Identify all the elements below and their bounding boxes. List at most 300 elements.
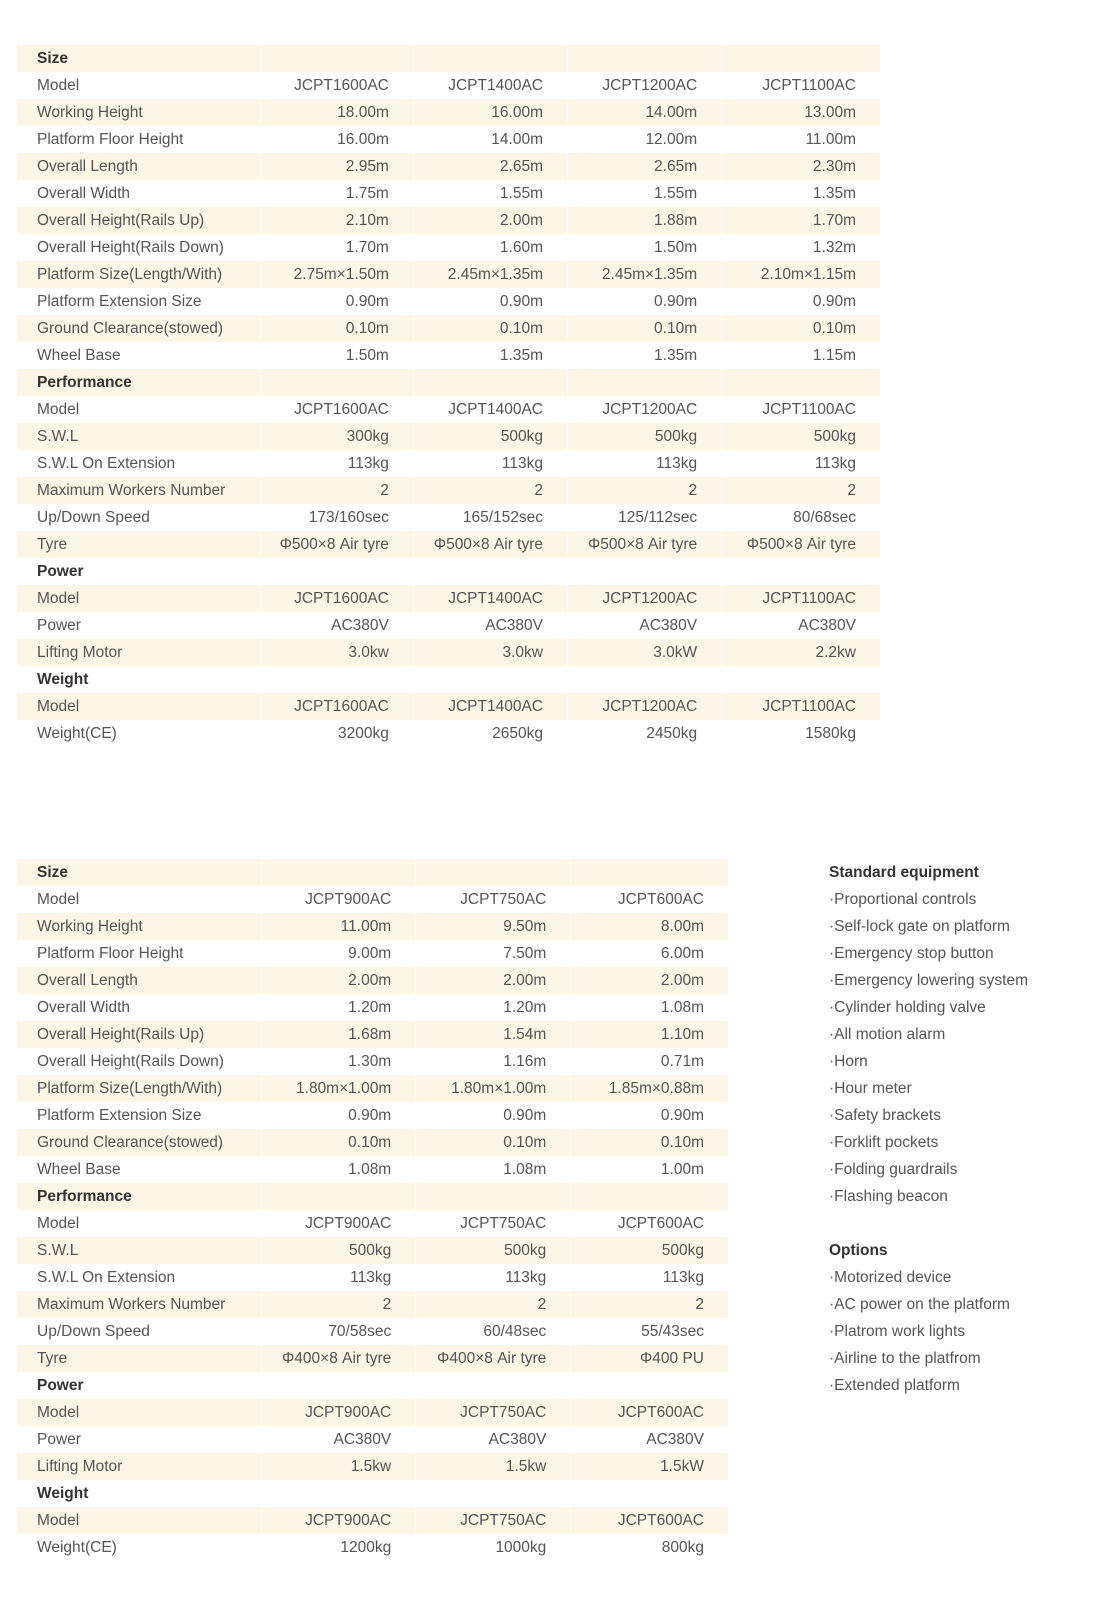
value-cell: 113kg (814, 454, 856, 472)
table-row (17, 261, 880, 288)
row-label: Platform Size(Length/With) (17, 1075, 262, 1102)
table-row (17, 342, 880, 369)
value-cell: 113kg (262, 1264, 416, 1291)
row-label: Platform Size(Length/With) (17, 261, 260, 288)
row-label: S.W.L On Extension (17, 1264, 262, 1291)
row-label: Overall Height(Rails Up) (17, 1021, 262, 1048)
row-label: Up/Down Speed (17, 504, 260, 531)
value-cell: 500kg (568, 423, 722, 450)
empty-cell (413, 558, 567, 585)
value-cell: 500kg (571, 1237, 728, 1264)
value-cell: 0.10m (571, 1129, 728, 1156)
value-cell: 113kg (413, 450, 567, 477)
row-label: Weight(CE) (17, 720, 260, 747)
section-title: Weight (17, 666, 260, 693)
empty-cell (568, 369, 722, 396)
value-cell: JCPT900AC (262, 886, 416, 913)
table-row (17, 450, 880, 477)
section-header-row (17, 1480, 728, 1507)
row-label: Working Height (17, 99, 260, 126)
value-cell: 2.65m (568, 153, 722, 180)
row-label: Power (17, 612, 260, 639)
row-label: Lifting Motor (17, 1453, 262, 1480)
table-row (17, 720, 880, 747)
value-cell: JCPT1200AC (568, 72, 722, 99)
row-label: Overall Height(Rails Up) (17, 207, 260, 234)
table-row (17, 1237, 728, 1264)
option-item: ·Platrom work lights (829, 1323, 966, 1340)
value-cell: 0.90m (262, 1102, 416, 1129)
value-cell: AC380V (413, 612, 567, 639)
row-label: Ground Clearance(stowed) (17, 315, 260, 342)
value-cell: AC380V (262, 1426, 416, 1453)
table-row (17, 585, 880, 612)
value-cell: 113kg (568, 450, 722, 477)
empty-cell (262, 1183, 416, 1210)
value-cell: JCPT900AC (262, 1399, 416, 1426)
value-cell: JCPT1600AC (260, 72, 413, 99)
value-cell: 1.5kw (262, 1453, 416, 1480)
value-cell: 1580kg (805, 724, 856, 742)
table-row (17, 1399, 728, 1426)
row-label: Overall Width (17, 180, 260, 207)
row-label: Overall Height(Rails Down) (17, 234, 260, 261)
value-cell: 1.5kw (416, 1453, 571, 1480)
value-cell: 2.00m (262, 967, 416, 994)
spec-table-large-models (17, 45, 880, 747)
empty-cell (416, 1183, 571, 1210)
row-label: Overall Length (17, 153, 260, 180)
standard-equipment-item: ·Proportional controls (829, 891, 977, 908)
value-cell: 165/152sec (413, 504, 567, 531)
table-row (17, 886, 728, 913)
empty-cell (260, 666, 413, 693)
table-row (17, 693, 880, 720)
standard-equipment-item: ·All motion alarm (829, 1026, 946, 1043)
value-cell: 70/58sec (262, 1318, 416, 1345)
table-row (17, 423, 880, 450)
table-row (17, 1453, 728, 1480)
section-title: Size (17, 859, 262, 886)
table-row (17, 639, 880, 666)
value-cell: 1.70m (722, 207, 880, 234)
section-title: Performance (17, 369, 260, 396)
row-label: Platform Floor Height (17, 126, 260, 153)
standard-equipment-item: ·Hour meter (829, 1080, 912, 1097)
value-cell: 16.00m (413, 99, 567, 126)
value-cell: JCPT900AC (262, 1210, 416, 1237)
table-row (17, 612, 880, 639)
value-cell: Φ500×8 Air tyre (260, 531, 413, 558)
value-cell: JCPT1100AC (722, 693, 880, 720)
value-cell: 1.88m (568, 207, 722, 234)
value-cell: 1.54m (416, 1021, 571, 1048)
empty-cell (722, 666, 880, 693)
section-header-row (17, 859, 728, 886)
empty-cell (416, 1480, 571, 1507)
value-cell: JCPT1100AC (762, 400, 856, 418)
value-cell: JCPT1600AC (260, 396, 413, 423)
option-item: ·AC power on the platform (829, 1296, 1010, 1313)
spec-table-small-models (17, 859, 728, 1561)
table-row (17, 234, 880, 261)
value-cell: 0.10m (262, 1129, 416, 1156)
value-cell: 3.0kW (568, 639, 722, 666)
section-header-row (17, 45, 880, 72)
value-cell: JCPT1400AC (413, 585, 567, 612)
table-row (17, 1534, 728, 1561)
value-cell: 1.20m (416, 994, 571, 1021)
value-cell: JCPT750AC (416, 1399, 571, 1426)
value-cell: 2 (416, 1291, 571, 1318)
standard-equipment-item: ·Flashing beacon (829, 1188, 948, 1205)
empty-cell (413, 666, 567, 693)
value-cell: 1.75m (260, 180, 413, 207)
value-cell: 1.20m (262, 994, 416, 1021)
value-cell: 16.00m (260, 126, 413, 153)
row-label: Ground Clearance(stowed) (17, 1129, 262, 1156)
value-cell: 9.00m (262, 940, 416, 967)
value-cell: JCPT750AC (416, 1210, 571, 1237)
value-cell: 1.50m (568, 234, 722, 261)
value-cell: 2650kg (413, 720, 567, 747)
empty-cell (262, 1480, 416, 1507)
spec-table-body (17, 859, 728, 1561)
value-cell: 0.71m (660, 1052, 704, 1070)
table-row (17, 315, 880, 342)
row-label: Model (17, 693, 260, 720)
standard-equipment-heading: Standard equipment (829, 864, 979, 881)
empty-cell (571, 859, 728, 886)
table-row (17, 180, 880, 207)
value-cell: 2 (571, 1291, 728, 1318)
row-label: Working Height (17, 913, 262, 940)
value-cell: 1.08m (262, 1156, 416, 1183)
value-cell: 0.90m (260, 288, 413, 315)
value-cell: 0.10m (722, 315, 880, 342)
value-cell: 1.32m (812, 238, 856, 256)
table-row (17, 504, 880, 531)
empty-cell (568, 45, 722, 72)
value-cell: AC380V (798, 616, 856, 634)
value-cell: 2 (413, 477, 567, 504)
value-cell: 2 (568, 477, 722, 504)
value-cell: 125/112sec (568, 504, 722, 531)
options-list (829, 1264, 1099, 1399)
empty-cell (571, 1372, 728, 1399)
table-row (17, 72, 880, 99)
empty-cell (413, 369, 567, 396)
row-label: Wheel Base (17, 342, 260, 369)
value-cell: 0.90m (660, 1106, 704, 1124)
empty-cell (260, 369, 413, 396)
table-row (17, 913, 728, 940)
value-cell: 1.68m (262, 1021, 416, 1048)
value-cell: 3200kg (260, 720, 413, 747)
standard-equipment-list (829, 886, 1099, 1210)
value-cell: 7.50m (416, 940, 571, 967)
table-row (17, 126, 880, 153)
value-cell: AC380V (568, 612, 722, 639)
empty-cell (260, 45, 413, 72)
value-cell: JCPT600AC (571, 1507, 728, 1534)
value-cell: 1.5kW (571, 1453, 728, 1480)
section-title: Size (17, 45, 260, 72)
standard-equipment-item: ·Emergency lowering system (829, 972, 1028, 989)
empty-cell (262, 1372, 416, 1399)
value-cell: 11.00m (805, 130, 856, 148)
option-item: ·Extended platform (829, 1377, 960, 1394)
empty-cell (571, 1183, 728, 1210)
value-cell: AC380V (646, 1430, 704, 1448)
row-label: Maximum Workers Number (17, 477, 260, 504)
value-cell: 300kg (260, 423, 413, 450)
value-cell: 1.35m (812, 184, 856, 202)
value-cell: 2.00m (413, 207, 567, 234)
empty-cell (260, 558, 413, 585)
value-cell: 1.60m (413, 234, 567, 261)
section-header-row (17, 666, 880, 693)
row-label: Model (17, 396, 260, 423)
value-cell: 1.70m (260, 234, 413, 261)
value-cell: 113kg (662, 1268, 704, 1286)
value-cell: 2.30m (722, 153, 880, 180)
section-header-row (17, 1183, 728, 1210)
row-label: Overall Height(Rails Down) (17, 1048, 262, 1075)
row-label: Platform Floor Height (17, 940, 262, 967)
table-row (17, 396, 880, 423)
table-row (17, 1264, 728, 1291)
value-cell: 173/160sec (260, 504, 413, 531)
row-label: Lifting Motor (17, 639, 260, 666)
value-cell: 0.90m (413, 288, 567, 315)
value-cell: 1.80m×1.00m (262, 1075, 416, 1102)
row-label: Platform Extension Size (17, 288, 260, 315)
row-label: Model (17, 1210, 262, 1237)
table-row (17, 1129, 728, 1156)
value-cell: Φ400×8 Air tyre (416, 1345, 571, 1372)
value-cell: 500kg (722, 423, 880, 450)
value-cell: 1.30m (262, 1048, 416, 1075)
value-cell: 0.10m (260, 315, 413, 342)
value-cell: JCPT1100AC (762, 76, 856, 94)
section-header-row (17, 369, 880, 396)
value-cell: 2.95m (260, 153, 413, 180)
value-cell: Φ500×8 Air tyre (568, 531, 722, 558)
empty-cell (722, 558, 880, 585)
value-cell: 0.10m (416, 1129, 571, 1156)
value-cell: 0.90m (812, 292, 856, 310)
value-cell: AC380V (260, 612, 413, 639)
row-label: Platform Extension Size (17, 1102, 262, 1129)
value-cell: 3.0kw (260, 639, 413, 666)
standard-equipment-item: ·Folding guardrails (829, 1161, 958, 1178)
table-row (17, 1507, 728, 1534)
value-cell: 1200kg (262, 1534, 416, 1561)
value-cell: 1.80m×1.00m (416, 1075, 571, 1102)
table-row (17, 967, 728, 994)
row-label: Overall Width (17, 994, 262, 1021)
spec-table-body (17, 45, 880, 747)
table-row (17, 1291, 728, 1318)
value-cell: Φ400×8 Air tyre (262, 1345, 416, 1372)
value-cell: JCPT900AC (262, 1507, 416, 1534)
value-cell: 2 (262, 1291, 416, 1318)
table-row (17, 288, 880, 315)
value-cell: 1.35m (568, 342, 722, 369)
row-label: Model (17, 72, 260, 99)
table-row (17, 940, 728, 967)
value-cell: 2 (260, 477, 413, 504)
value-cell: 1.08m (416, 1156, 571, 1183)
value-cell: 113kg (260, 450, 413, 477)
option-item: ·Airline to the platfrom (829, 1350, 981, 1367)
row-label: Tyre (17, 1345, 262, 1372)
empty-cell (416, 859, 571, 886)
table-row (17, 1318, 728, 1345)
value-cell: 9.50m (416, 913, 571, 940)
value-cell: 500kg (262, 1237, 416, 1264)
value-cell: 0.90m (568, 288, 722, 315)
value-cell: JCPT600AC (617, 890, 704, 908)
table-row (17, 994, 728, 1021)
value-cell: 2.2kw (722, 639, 880, 666)
value-cell: 80/68sec (793, 508, 856, 526)
table-row (17, 99, 880, 126)
value-cell: 6.00m (660, 944, 704, 962)
value-cell: JCPT600AC (571, 1399, 728, 1426)
value-cell: 3.0kw (413, 639, 567, 666)
table-row (17, 207, 880, 234)
value-cell: JCPT750AC (416, 1507, 571, 1534)
table-row (17, 1426, 728, 1453)
row-label: Model (17, 1399, 262, 1426)
equipment-panel (829, 859, 1099, 1399)
row-label: Power (17, 1426, 262, 1453)
table-row (17, 1345, 728, 1372)
section-title: Weight (17, 1480, 262, 1507)
row-label: Model (17, 886, 262, 913)
section-header-row (17, 558, 880, 585)
list-spacer (829, 1210, 1099, 1237)
value-cell: 1.85m×0.88m (571, 1075, 728, 1102)
value-cell: JCPT1400AC (413, 396, 567, 423)
option-item: ·Motorized device (829, 1269, 952, 1286)
value-cell: Φ500×8 Air tyre (722, 531, 880, 558)
value-cell: Φ500×8 Air tyre (413, 531, 567, 558)
value-cell: 1.55m (413, 180, 567, 207)
value-cell: 1.08m (660, 998, 704, 1016)
value-cell: 12.00m (568, 126, 722, 153)
table-row (17, 1102, 728, 1129)
value-cell: 1.16m (416, 1048, 571, 1075)
table-row (17, 1021, 728, 1048)
value-cell: 11.00m (262, 913, 416, 940)
empty-cell (262, 859, 416, 886)
options-heading: Options (829, 1242, 888, 1259)
row-label: S.W.L On Extension (17, 450, 260, 477)
value-cell: 0.10m (413, 315, 567, 342)
standard-equipment-item: ·Forklift pockets (829, 1134, 939, 1151)
table-row (17, 1075, 728, 1102)
table-row (17, 153, 880, 180)
value-cell: 55/43sec (641, 1322, 704, 1340)
value-cell: 1.10m (571, 1021, 728, 1048)
empty-cell (416, 1372, 571, 1399)
value-cell: AC380V (416, 1426, 571, 1453)
value-cell: 8.00m (571, 913, 728, 940)
value-cell: 800kg (661, 1538, 704, 1556)
empty-cell (413, 45, 567, 72)
section-title: Power (17, 558, 260, 585)
value-cell: JCPT1200AC (568, 693, 722, 720)
value-cell: 1.00m (660, 1160, 704, 1178)
value-cell: JCPT1100AC (722, 585, 880, 612)
value-cell: 500kg (416, 1237, 571, 1264)
value-cell: 13.00m (722, 99, 880, 126)
value-cell: 1.15m (812, 346, 856, 364)
value-cell: 60/48sec (416, 1318, 571, 1345)
table-row (17, 1156, 728, 1183)
table-row (17, 531, 880, 558)
value-cell: 2.45m×1.35m (413, 261, 567, 288)
row-label: Tyre (17, 531, 260, 558)
table-row (17, 1048, 728, 1075)
value-cell: 2.65m (413, 153, 567, 180)
section-title: Performance (17, 1183, 262, 1210)
row-label: Up/Down Speed (17, 1318, 262, 1345)
value-cell: JCPT1200AC (568, 585, 722, 612)
value-cell: 2.45m×1.35m (568, 261, 722, 288)
value-cell: JCPT1600AC (260, 693, 413, 720)
value-cell: JCPT1400AC (413, 693, 567, 720)
value-cell: 18.00m (260, 99, 413, 126)
value-cell: JCPT750AC (416, 886, 571, 913)
value-cell: 1.55m (568, 180, 722, 207)
row-label: S.W.L (17, 423, 260, 450)
value-cell: 500kg (413, 423, 567, 450)
row-label: Model (17, 585, 260, 612)
value-cell: 2 (722, 477, 880, 504)
value-cell: JCPT600AC (617, 1214, 704, 1232)
value-cell: 0.10m (568, 315, 722, 342)
empty-cell (722, 45, 880, 72)
value-cell: 2.00m (571, 967, 728, 994)
value-cell: 0.90m (416, 1102, 571, 1129)
row-label: Maximum Workers Number (17, 1291, 262, 1318)
row-label: Wheel Base (17, 1156, 262, 1183)
value-cell: 1.35m (413, 342, 567, 369)
row-label: Overall Length (17, 967, 262, 994)
empty-cell (722, 369, 880, 396)
empty-cell (571, 1480, 728, 1507)
value-cell: 2450kg (568, 720, 722, 747)
empty-cell (568, 666, 722, 693)
table-row (17, 477, 880, 504)
section-title: Power (17, 1372, 262, 1399)
value-cell: JCPT1600AC (260, 585, 413, 612)
table-row (17, 1210, 728, 1237)
value-cell: 2.00m (416, 967, 571, 994)
value-cell: 14.00m (568, 99, 722, 126)
value-cell: 2.75m×1.50m (260, 261, 413, 288)
standard-equipment-item: ·Self-lock gate on platform (829, 918, 1010, 935)
section-header-row (17, 1372, 728, 1399)
value-cell: JCPT1400AC (413, 72, 567, 99)
standard-equipment-item: ·Emergency stop button (829, 945, 994, 962)
standard-equipment-item: ·Safety brackets (829, 1107, 941, 1124)
value-cell: 14.00m (413, 126, 567, 153)
